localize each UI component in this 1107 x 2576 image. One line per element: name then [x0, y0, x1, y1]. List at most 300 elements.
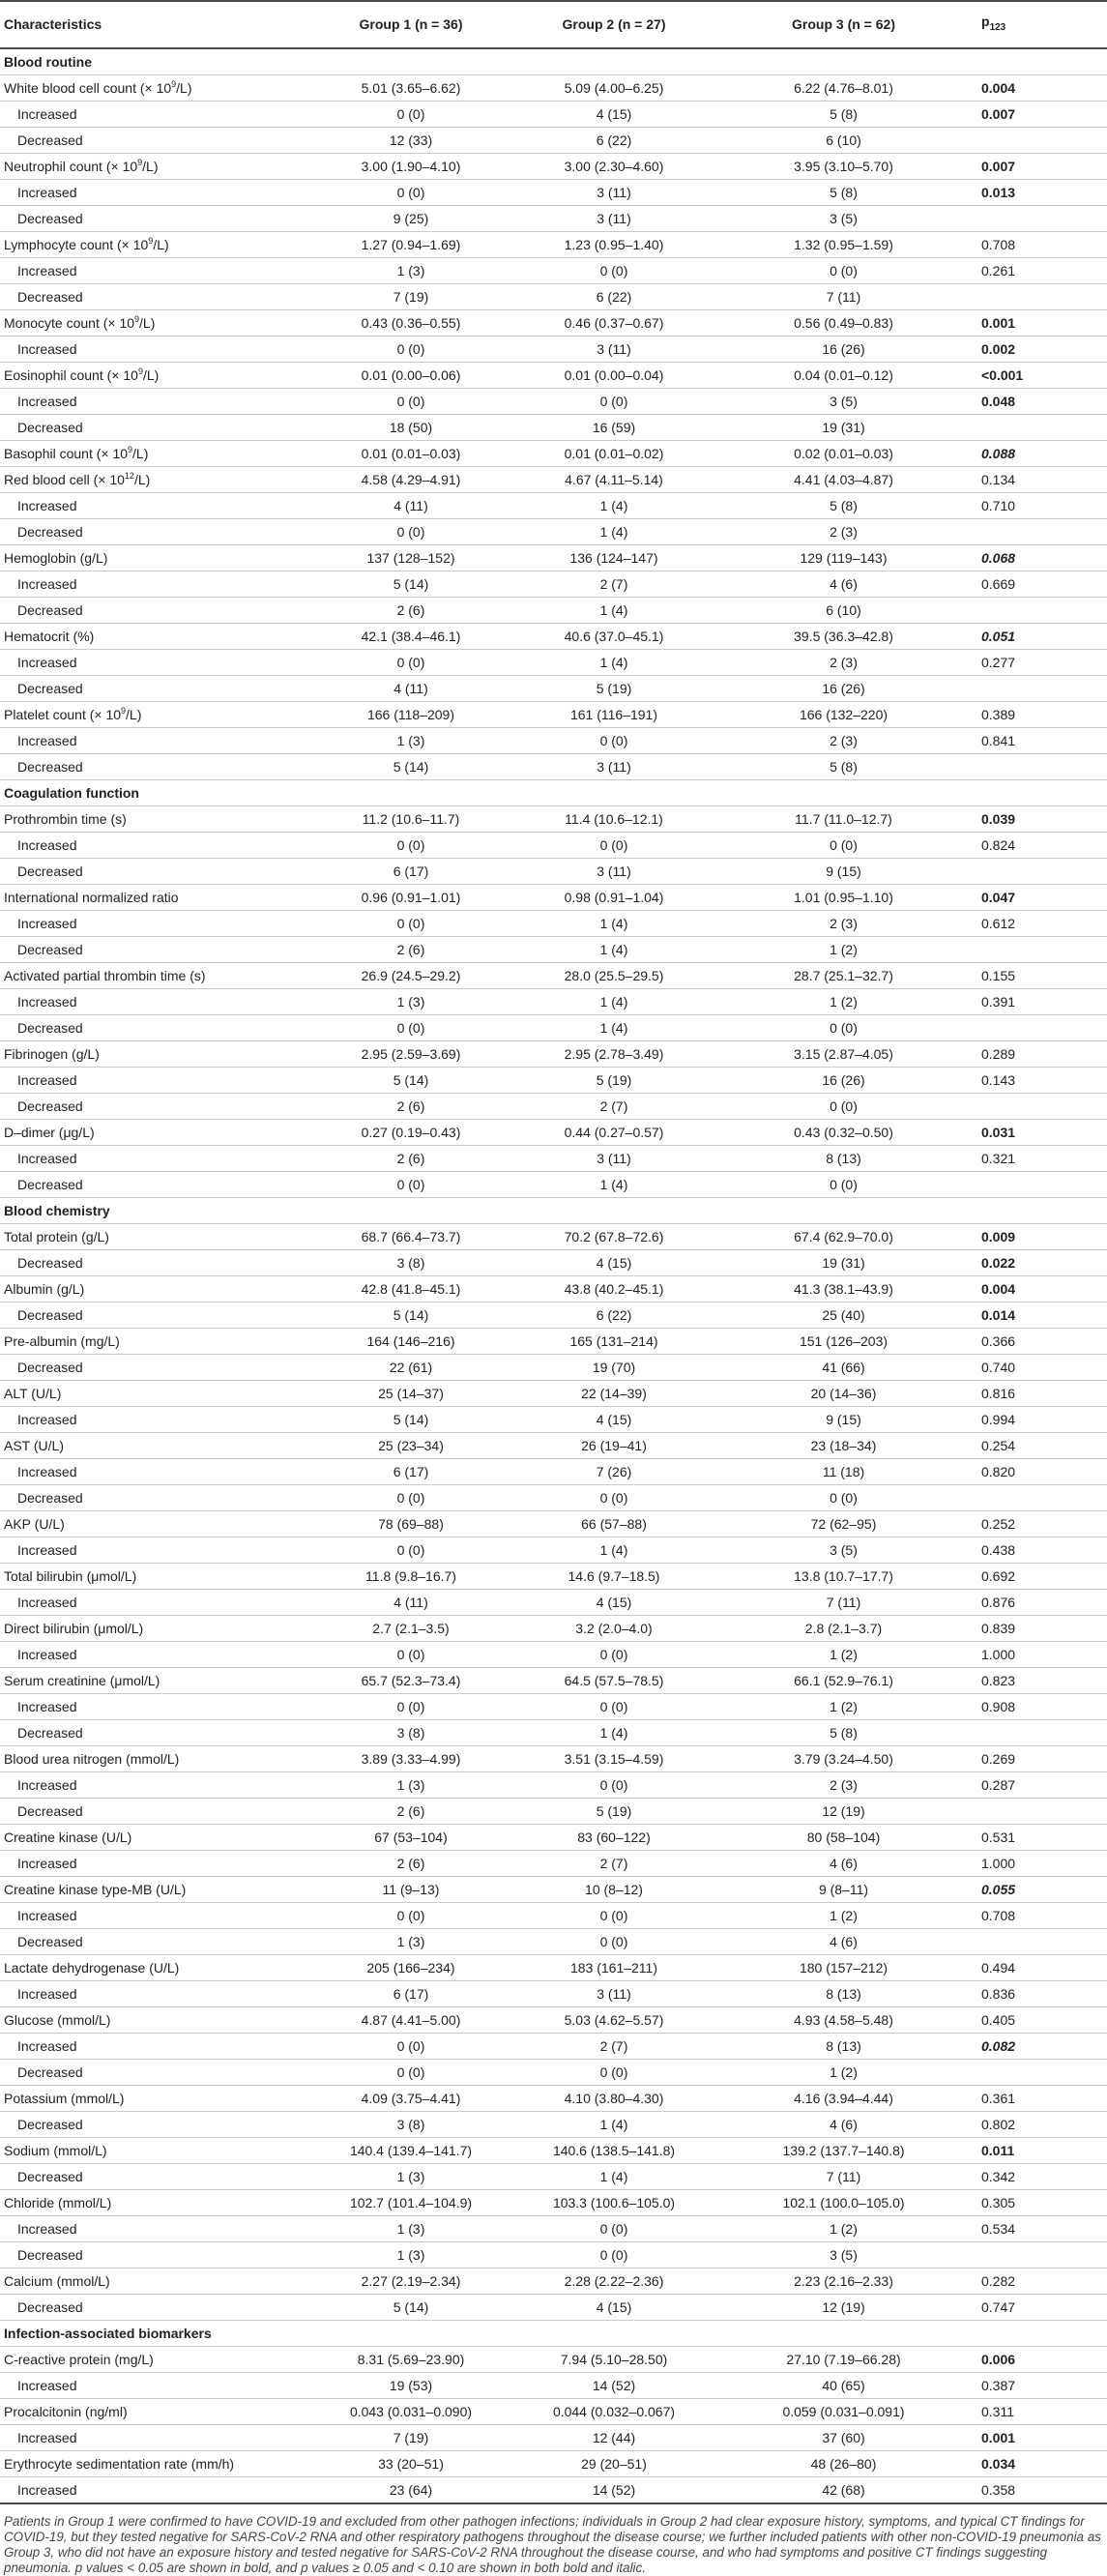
group-1-cell: 7 (19)	[309, 2424, 512, 2450]
table-subrow	[0, 988, 1107, 1014]
group-3-cell: 16 (26)	[715, 675, 972, 701]
group-3-cell: 25 (40)	[715, 1302, 972, 1328]
group-3-cell: 11.7 (11.0–12.7)	[715, 805, 972, 832]
row-label: Erythrocyte sedimentation rate (mm/h)	[0, 2450, 309, 2476]
group-3-cell: 9 (8–11)	[715, 1876, 972, 1902]
group-3-cell: 4 (6)	[715, 1928, 972, 1954]
row-label: Decreased	[0, 1093, 309, 1119]
table-row	[0, 1328, 1107, 1354]
group-1-cell: 0 (0)	[309, 336, 512, 362]
group-1-cell: 4 (11)	[309, 675, 512, 701]
group-2-cell: 0 (0)	[512, 1771, 715, 1798]
group-3-cell: 2 (3)	[715, 649, 972, 675]
group-3-cell: 2 (3)	[715, 1771, 972, 1798]
row-label: Decreased	[0, 597, 309, 623]
group-3-cell: 9 (15)	[715, 858, 972, 884]
table-subrow	[0, 1928, 1107, 1954]
group-3-cell: 11 (18)	[715, 1458, 972, 1484]
row-label: Increased	[0, 1693, 309, 1719]
group-2-cell: 140.6 (138.5–141.8)	[512, 2137, 715, 2163]
group-2-cell: 5 (19)	[512, 675, 715, 701]
p-value-cell: 0.009	[972, 1223, 1107, 1249]
group-1-cell: 33 (20–51)	[309, 2450, 512, 2476]
group-1-cell: 68.7 (66.4–73.7)	[309, 1223, 512, 1249]
group-1-cell: 0 (0)	[309, 2033, 512, 2059]
table-subrow	[0, 1719, 1107, 1745]
group-1-cell: 3.89 (3.33–4.99)	[309, 1745, 512, 1771]
group-2-cell: 5.09 (4.00–6.25)	[512, 74, 715, 101]
group-2-cell: 29 (20–51)	[512, 2450, 715, 2476]
group-1-cell: 2 (6)	[309, 1093, 512, 1119]
p-value-cell	[972, 1014, 1107, 1040]
p-value-cell	[972, 414, 1107, 440]
table-subrow	[0, 1771, 1107, 1798]
group-1-cell: 4 (11)	[309, 492, 512, 518]
row-label: Increased	[0, 1458, 309, 1484]
group-3-cell: 6.22 (4.76–8.01)	[715, 74, 972, 101]
p-value-cell: 0.039	[972, 805, 1107, 832]
p-value-cell: 0.031	[972, 1119, 1107, 1145]
p-value-cell: 0.823	[972, 1667, 1107, 1693]
table-row	[0, 362, 1107, 388]
row-label: Decreased	[0, 1719, 309, 1745]
p-value-cell: 0.342	[972, 2163, 1107, 2189]
group-2-cell: 2 (7)	[512, 571, 715, 597]
row-label: Increased	[0, 2215, 309, 2241]
group-1-cell: 3 (8)	[309, 1719, 512, 1745]
table-subrow	[0, 910, 1107, 936]
p-value-cell: 0.011	[972, 2137, 1107, 2163]
row-label: Decreased	[0, 2294, 309, 2320]
row-label: Sodium (mmol/L)	[0, 2137, 309, 2163]
p-value-cell	[972, 597, 1107, 623]
table-row	[0, 1040, 1107, 1067]
group-1-cell: 3.00 (1.90–4.10)	[309, 153, 512, 179]
group-1-cell: 9 (25)	[309, 205, 512, 231]
table-subrow	[0, 518, 1107, 544]
group-2-cell: 1 (4)	[512, 988, 715, 1014]
group-1-cell: 0 (0)	[309, 388, 512, 414]
p-value-cell: 0.358	[972, 2476, 1107, 2503]
table-row	[0, 623, 1107, 649]
group-2-cell: 3 (11)	[512, 858, 715, 884]
group-3-cell: 2.23 (2.16–2.33)	[715, 2268, 972, 2294]
group-2-cell: 0 (0)	[512, 2215, 715, 2241]
header-p-value: $p_{123}$	[972, 1, 1107, 48]
row-label: Decreased	[0, 936, 309, 962]
row-label: Increased	[0, 1145, 309, 1171]
group-3-cell: 19 (31)	[715, 1249, 972, 1275]
group-3-cell: 4 (6)	[715, 571, 972, 597]
row-label: Pre-albumin (mg/L)	[0, 1328, 309, 1354]
section-header-row	[0, 1197, 1107, 1223]
table-row	[0, 1954, 1107, 1980]
row-label: Increased	[0, 649, 309, 675]
group-1-cell: 2.95 (2.59–3.69)	[309, 1040, 512, 1067]
table-subrow	[0, 2033, 1107, 2059]
group-1-cell: 5 (14)	[309, 753, 512, 779]
table-subrow	[0, 2163, 1107, 2189]
table-row	[0, 2006, 1107, 2033]
group-3-cell: 72 (62–95)	[715, 1510, 972, 1537]
group-2-cell: 0 (0)	[512, 1902, 715, 1928]
group-1-cell: 137 (128–152)	[309, 544, 512, 571]
group-2-cell: 2 (7)	[512, 1850, 715, 1876]
group-1-cell: 2.27 (2.19–2.34)	[309, 2268, 512, 2294]
p-value-cell	[972, 753, 1107, 779]
row-label: Chloride (mmol/L)	[0, 2189, 309, 2215]
row-label: Decreased	[0, 858, 309, 884]
group-1-cell: 22 (61)	[309, 1354, 512, 1380]
group-3-cell: 1 (2)	[715, 1902, 972, 1928]
p-value-cell: 0.361	[972, 2085, 1107, 2111]
group-3-cell: 5 (8)	[715, 101, 972, 127]
group-2-cell: 66 (57–88)	[512, 1510, 715, 1537]
table-row	[0, 1380, 1107, 1406]
row-label: Decreased	[0, 283, 309, 309]
p-value-cell: 0.287	[972, 1771, 1107, 1798]
row-label: Eosinophil count (× $10^9/L$)	[0, 362, 309, 388]
table-subrow	[0, 1249, 1107, 1275]
group-1-cell: 8.31 (5.69–23.90)	[309, 2346, 512, 2372]
group-3-cell: 0.56 (0.49–0.83)	[715, 309, 972, 336]
table-subrow	[0, 1302, 1107, 1328]
table-row	[0, 1432, 1107, 1458]
group-3-cell: 12 (19)	[715, 1798, 972, 1824]
group-2-cell: 1 (4)	[512, 2111, 715, 2137]
group-2-cell: 0 (0)	[512, 388, 715, 414]
group-3-cell: 66.1 (52.9–76.1)	[715, 1667, 972, 1693]
group-1-cell: 12 (33)	[309, 127, 512, 153]
p-value-cell: 0.143	[972, 1067, 1107, 1093]
table-subrow	[0, 1145, 1107, 1171]
table-row	[0, 805, 1107, 832]
group-3-cell: 1 (2)	[715, 2215, 972, 2241]
table-subrow	[0, 2241, 1107, 2268]
p-value-cell: 0.022	[972, 1249, 1107, 1275]
group-2-cell: 7 (26)	[512, 1458, 715, 1484]
row-label: Red blood cell (× $10^{12}/L$)	[0, 466, 309, 492]
group-2-cell: 0 (0)	[512, 1693, 715, 1719]
group-2-cell: 0 (0)	[512, 1484, 715, 1510]
p-value-cell: 0.387	[972, 2372, 1107, 2398]
row-label: Serum creatinine (μmol/L)	[0, 1667, 309, 1693]
group-3-cell: 129 (119–143)	[715, 544, 972, 571]
group-3-cell: 166 (132–220)	[715, 701, 972, 727]
row-label: Total bilirubin (μmol/L)	[0, 1563, 309, 1589]
group-1-cell: 0 (0)	[309, 1641, 512, 1667]
group-2-cell: 1 (4)	[512, 597, 715, 623]
p-value-cell: 0.001	[972, 2424, 1107, 2450]
group-1-cell: 0 (0)	[309, 1171, 512, 1197]
group-2-cell: 1 (4)	[512, 649, 715, 675]
group-1-cell: 2 (6)	[309, 1145, 512, 1171]
p-value-cell	[972, 1093, 1107, 1119]
p-value-cell	[972, 1719, 1107, 1745]
row-label: AST (U/L)	[0, 1432, 309, 1458]
section-title: Blood chemistry	[0, 1197, 1107, 1223]
group-2-cell: 64.5 (57.5–78.5)	[512, 1667, 715, 1693]
row-label: Decreased	[0, 2111, 309, 2137]
group-1-cell: 1.27 (0.94–1.69)	[309, 231, 512, 257]
p-value-cell	[972, 1171, 1107, 1197]
group-2-cell: 1.23 (0.95–1.40)	[512, 231, 715, 257]
group-3-cell: 3.95 (3.10–5.70)	[715, 153, 972, 179]
row-label: Increased	[0, 910, 309, 936]
p-value-cell: 0.876	[972, 1589, 1107, 1615]
p-value-cell: 0.321	[972, 1145, 1107, 1171]
group-1-cell: 11.2 (10.6–11.7)	[309, 805, 512, 832]
group-2-cell: 10 (8–12)	[512, 1876, 715, 1902]
table-subrow	[0, 1798, 1107, 1824]
group-2-cell: 5.03 (4.62–5.57)	[512, 2006, 715, 2033]
table-subrow	[0, 1850, 1107, 1876]
group-1-cell: 2 (6)	[309, 1850, 512, 1876]
group-3-cell: 2 (3)	[715, 910, 972, 936]
group-1-cell: 67 (53–104)	[309, 1824, 512, 1850]
p-value-cell: 0.047	[972, 884, 1107, 910]
row-label: Hemoglobin (g/L)	[0, 544, 309, 571]
group-2-cell: 0.044 (0.032–0.067)	[512, 2398, 715, 2424]
p-value-cell: 0.311	[972, 2398, 1107, 2424]
p-value-cell: 0.007	[972, 153, 1107, 179]
group-3-cell: 0.04 (0.01–0.12)	[715, 362, 972, 388]
group-2-cell: 0 (0)	[512, 1928, 715, 1954]
table-subrow	[0, 858, 1107, 884]
table-row	[0, 2085, 1107, 2111]
row-label: Lymphocyte count (× $10^9/L$)	[0, 231, 309, 257]
p-value-cell: 0.740	[972, 1354, 1107, 1380]
p-value-cell: 0.391	[972, 988, 1107, 1014]
group-2-cell: 4 (15)	[512, 101, 715, 127]
table-row	[0, 2268, 1107, 2294]
table-row	[0, 962, 1107, 988]
group-3-cell: 3.15 (2.87–4.05)	[715, 1040, 972, 1067]
group-3-cell: 67.4 (62.9–70.0)	[715, 1223, 972, 1249]
group-2-cell: 0.46 (0.37–0.67)	[512, 309, 715, 336]
table-row	[0, 74, 1107, 101]
group-2-cell: 7.94 (5.10–28.50)	[512, 2346, 715, 2372]
group-2-cell: 0 (0)	[512, 1641, 715, 1667]
group-2-cell: 3 (11)	[512, 336, 715, 362]
row-label: ALT (U/L)	[0, 1380, 309, 1406]
table-row	[0, 1563, 1107, 1589]
group-1-cell: 6 (17)	[309, 1980, 512, 2006]
table-subrow	[0, 1354, 1107, 1380]
group-1-cell: 5.01 (3.65–6.62)	[309, 74, 512, 101]
group-3-cell: 3 (5)	[715, 205, 972, 231]
table-row	[0, 701, 1107, 727]
table-subrow	[0, 205, 1107, 231]
p-value-cell: 0.389	[972, 701, 1107, 727]
group-3-cell: 1.01 (0.95–1.10)	[715, 884, 972, 910]
group-1-cell: 0 (0)	[309, 518, 512, 544]
group-1-cell: 5 (14)	[309, 1406, 512, 1432]
row-label: Increased	[0, 1067, 309, 1093]
group-3-cell: 37 (60)	[715, 2424, 972, 2450]
row-label: Blood urea nitrogen (mmol/L)	[0, 1745, 309, 1771]
p-value-cell: 0.055	[972, 1876, 1107, 1902]
group-3-cell: 0 (0)	[715, 257, 972, 283]
p-value-cell: 0.438	[972, 1537, 1107, 1563]
group-1-cell: 4 (11)	[309, 1589, 512, 1615]
header-characteristics: Characteristics	[0, 1, 309, 48]
group-3-cell: 180 (157–212)	[715, 1954, 972, 1980]
row-label: International normalized ratio	[0, 884, 309, 910]
group-2-cell: 165 (131–214)	[512, 1328, 715, 1354]
table-row	[0, 466, 1107, 492]
group-2-cell: 161 (116–191)	[512, 701, 715, 727]
table-footnote: Patients in Group 1 were confirmed to have COVID-19 and excluded from other pathogen infections; individuals in Group 2 had clear exposure history, symptoms, and typical CT findings for COVID-19, but they tested negative for SARS-CoV-2 RNA and other respiratory pathogens throughout the disease course; we further included patients with other non-COVID-19 pneumonia as Group 3, who did not have an exposure history and tested negative for SARS-CoV-2 RNA throughout the disease course, and who had symptoms and positive CT findings suggesting pneumonia. p values < 0.05 are shown in bold, and p values ≥ 0.05 and < 0.10 are shown in both bold and italic.	[4, 2513, 1101, 2575]
p-value-cell: 0.001	[972, 309, 1107, 336]
row-label: Decreased	[0, 1484, 309, 1510]
group-2-cell: 0.44 (0.27–0.57)	[512, 1119, 715, 1145]
p-value-cell	[972, 283, 1107, 309]
table-subrow	[0, 597, 1107, 623]
p-value-cell: 0.252	[972, 1510, 1107, 1537]
p-value-cell: 0.747	[972, 2294, 1107, 2320]
group-1-cell: 25 (14–37)	[309, 1380, 512, 1406]
group-3-cell: 0.02 (0.01–0.03)	[715, 440, 972, 466]
group-2-cell: 0 (0)	[512, 832, 715, 858]
group-3-cell: 4.93 (4.58–5.48)	[715, 2006, 972, 2033]
p-value-cell: 0.034	[972, 2450, 1107, 2476]
table-subrow	[0, 1537, 1107, 1563]
row-label: Decreased	[0, 1302, 309, 1328]
table-subrow	[0, 2059, 1107, 2085]
row-label: Decreased	[0, 518, 309, 544]
group-3-cell: 4 (6)	[715, 2111, 972, 2137]
group-3-cell: 0 (0)	[715, 1484, 972, 1510]
section-title: Infection-associated biomarkers	[0, 2320, 1107, 2346]
group-1-cell: 1 (3)	[309, 2241, 512, 2268]
section-header-row	[0, 2320, 1107, 2346]
table-subrow	[0, 1171, 1107, 1197]
group-1-cell: 4.58 (4.29–4.91)	[309, 466, 512, 492]
group-2-cell: 1 (4)	[512, 1537, 715, 1563]
table-subrow	[0, 257, 1107, 283]
p-value-cell: 0.282	[972, 2268, 1107, 2294]
p-value-cell: 0.820	[972, 1458, 1107, 1484]
p-value-cell: 0.531	[972, 1824, 1107, 1850]
table-subrow	[0, 283, 1107, 309]
row-label: Decreased	[0, 1014, 309, 1040]
row-label: Increased	[0, 2033, 309, 2059]
row-label: AKP (U/L)	[0, 1510, 309, 1537]
group-1-cell: 65.7 (52.3–73.4)	[309, 1667, 512, 1693]
group-1-cell: 1 (3)	[309, 2215, 512, 2241]
group-2-cell: 6 (22)	[512, 127, 715, 153]
group-3-cell: 1.32 (0.95–1.59)	[715, 231, 972, 257]
row-label: Creatine kinase type-MB (U/L)	[0, 1876, 309, 1902]
table-row	[0, 2189, 1107, 2215]
group-1-cell: 0 (0)	[309, 1693, 512, 1719]
p-value-cell: 0.839	[972, 1615, 1107, 1641]
p-value-cell: 0.708	[972, 1902, 1107, 1928]
p-value-cell: 0.289	[972, 1040, 1107, 1067]
row-label: Fibrinogen (g/L)	[0, 1040, 309, 1067]
p-value-cell: 0.708	[972, 231, 1107, 257]
row-label: Decreased	[0, 1928, 309, 1954]
group-2-cell: 11.4 (10.6–12.1)	[512, 805, 715, 832]
group-3-cell: 16 (26)	[715, 336, 972, 362]
group-2-cell: 4.67 (4.11–5.14)	[512, 466, 715, 492]
p-value-cell: 0.305	[972, 2189, 1107, 2215]
group-1-cell: 5 (14)	[309, 2294, 512, 2320]
p-value-cell	[972, 1928, 1107, 1954]
table-subrow	[0, 1014, 1107, 1040]
group-1-cell: 0 (0)	[309, 649, 512, 675]
table-subrow	[0, 1458, 1107, 1484]
row-label: Lactate dehydrogenase (U/L)	[0, 1954, 309, 1980]
group-2-cell: 2.95 (2.78–3.49)	[512, 1040, 715, 1067]
table-row	[0, 1275, 1107, 1302]
group-1-cell: 4.87 (4.41–5.00)	[309, 2006, 512, 2033]
table-subrow	[0, 179, 1107, 205]
p-value-cell: 0.004	[972, 74, 1107, 101]
group-2-cell: 1 (4)	[512, 1171, 715, 1197]
p-value-cell: 0.816	[972, 1380, 1107, 1406]
p-value-cell: <0.001	[972, 362, 1107, 388]
group-2-cell: 1 (4)	[512, 492, 715, 518]
group-2-cell: 0 (0)	[512, 2241, 715, 2268]
table-subrow	[0, 1693, 1107, 1719]
p-value-cell: 0.908	[972, 1693, 1107, 1719]
row-label: Basophil count (× $10^9/L$)	[0, 440, 309, 466]
group-2-cell: 19 (70)	[512, 1354, 715, 1380]
group-1-cell: 2 (6)	[309, 1798, 512, 1824]
table-row	[0, 153, 1107, 179]
group-2-cell: 3 (11)	[512, 753, 715, 779]
group-3-cell: 151 (126–203)	[715, 1328, 972, 1354]
group-3-cell: 39.5 (36.3–42.8)	[715, 623, 972, 649]
p-value-cell: 0.836	[972, 1980, 1107, 2006]
header-group-3: Group 3 (n = 62)	[715, 1, 972, 48]
p-value-cell: 0.002	[972, 336, 1107, 362]
p-value-cell: 0.692	[972, 1563, 1107, 1589]
row-label: C-reactive protein (mg/L)	[0, 2346, 309, 2372]
table-row	[0, 1876, 1107, 1902]
group-1-cell: 0 (0)	[309, 1537, 512, 1563]
row-label: Increased	[0, 388, 309, 414]
group-2-cell: 6 (22)	[512, 1302, 715, 1328]
header-group-1: Group 1 (n = 36)	[309, 1, 512, 48]
row-label: Decreased	[0, 2241, 309, 2268]
table-subrow	[0, 1067, 1107, 1093]
group-3-cell: 4.16 (3.94–4.44)	[715, 2085, 972, 2111]
row-label: Increased	[0, 832, 309, 858]
table-subrow	[0, 388, 1107, 414]
section-header-row	[0, 48, 1107, 75]
group-2-cell: 103.3 (100.6–105.0)	[512, 2189, 715, 2215]
group-2-cell: 4 (15)	[512, 1589, 715, 1615]
group-2-cell: 3 (11)	[512, 205, 715, 231]
group-1-cell: 140.4 (139.4–141.7)	[309, 2137, 512, 2163]
group-1-cell: 19 (53)	[309, 2372, 512, 2398]
group-3-cell: 3 (5)	[715, 2241, 972, 2268]
row-label: Decreased	[0, 2163, 309, 2189]
group-1-cell: 6 (17)	[309, 858, 512, 884]
group-2-cell: 28.0 (25.5–29.5)	[512, 962, 715, 988]
table-subrow	[0, 675, 1107, 701]
group-1-cell: 0.27 (0.19–0.43)	[309, 1119, 512, 1145]
group-1-cell: 2 (6)	[309, 936, 512, 962]
group-3-cell: 13.8 (10.7–17.7)	[715, 1563, 972, 1589]
p-value-cell	[972, 936, 1107, 962]
row-label: Potassium (mmol/L)	[0, 2085, 309, 2111]
row-label: Increased	[0, 257, 309, 283]
row-label: D–dimer (μg/L)	[0, 1119, 309, 1145]
